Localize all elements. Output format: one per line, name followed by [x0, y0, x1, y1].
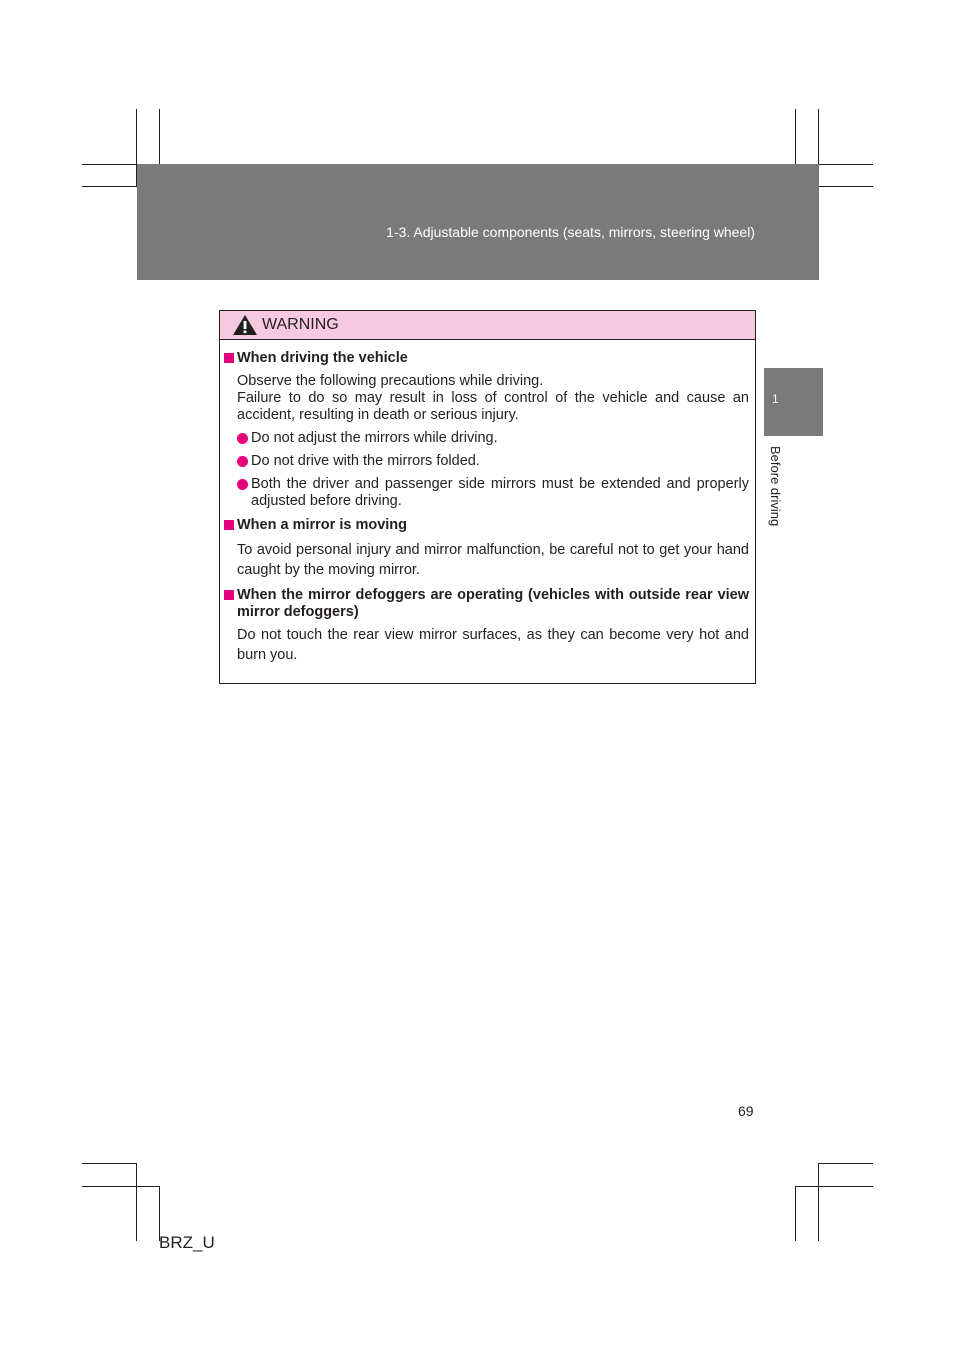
list-item: Do not adjust the mirrors while driving.	[237, 430, 749, 447]
crop-mark	[819, 164, 873, 165]
section-title: 1-3. Adjustable components (seats, mirrors, steering wheel)	[386, 224, 755, 240]
crop-mark	[795, 109, 796, 164]
crop-mark	[818, 1163, 873, 1164]
paragraph: Failure to do so may result in loss of control of the vehicle and cause an accident, resulting in death or serious injury.	[237, 390, 749, 423]
square-bullet-icon	[224, 520, 234, 530]
warning-body	[220, 340, 755, 665]
warning-header	[220, 311, 755, 340]
crop-mark	[136, 1163, 137, 1241]
square-bullet-icon	[224, 590, 234, 600]
chapter-number: 1	[772, 392, 779, 406]
section-heading: When driving the vehicle	[224, 350, 749, 367]
crop-mark	[82, 1186, 160, 1187]
section-heading: When the mirror defoggers are operating (vehicles with outside rear view mirror defoggers)	[224, 587, 749, 621]
warning-title: WARNING	[262, 316, 339, 333]
crop-mark	[159, 109, 160, 164]
document-code: BRZ_U	[159, 1233, 215, 1252]
square-bullet-icon	[224, 353, 234, 363]
crop-mark	[82, 164, 137, 165]
paragraph: To avoid personal injury and mirror malfunction, be careful not to get your hand caught by the moving mirror.	[237, 542, 749, 578]
crop-mark	[795, 1186, 796, 1241]
page-number: 69	[738, 1103, 754, 1119]
crop-mark	[82, 1163, 137, 1164]
crop-mark	[795, 1186, 873, 1187]
chapter-label: Before driving	[768, 446, 783, 527]
list-item: Do not drive with the mirrors folded.	[237, 453, 749, 470]
paragraph: Observe the following precautions while driving.	[237, 373, 544, 389]
header-band	[137, 164, 819, 280]
circle-bullet-icon	[237, 433, 248, 444]
crop-mark	[819, 186, 873, 187]
paragraph: Do not touch the rear view mirror surfaces, as they can become very hot and burn you.	[237, 627, 749, 663]
crop-mark	[82, 186, 137, 187]
circle-bullet-icon	[237, 479, 248, 490]
list-item: Both the driver and passenger side mirrors must be extended and properly adjusted before driving.	[237, 476, 749, 510]
circle-bullet-icon	[237, 456, 248, 467]
warning-triangle-icon	[232, 314, 258, 336]
chapter-tab	[764, 368, 823, 436]
section-heading: When a mirror is moving	[224, 517, 749, 534]
warning-box	[219, 310, 756, 684]
crop-mark	[818, 1163, 819, 1241]
